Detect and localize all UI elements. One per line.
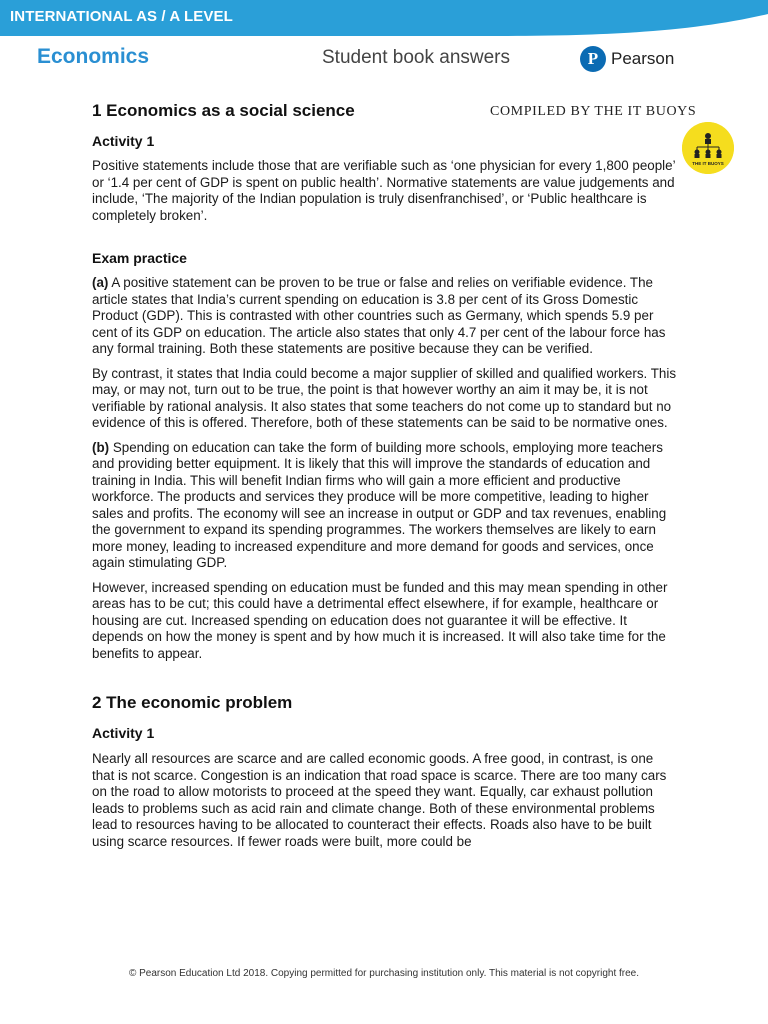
header-banner	[0, 0, 768, 36]
exam-answer-b	[92, 440, 677, 572]
compiled-by-label: COMPILED BY THE IT BUOYS	[490, 104, 697, 119]
pearson-logo-icon: P	[580, 46, 606, 72]
section-1-title: 1 Economics as a social science	[92, 101, 355, 120]
publisher-name: Pearson	[611, 49, 675, 68]
it-buoys-logo-icon	[682, 122, 734, 174]
section-1-activity-heading: Activity 1	[92, 133, 155, 149]
section-2-activity-text: Nearly all resources are scarce and are called economic goods. A free good, in contrast, is one that is not scarce. Congestion is an indication that road space is scarce. There are too many cars on the road to allow motorists to proceed at the speed they want. Equally, car exhaust pollution leads to problems such as acid rain and climate change. Both of these environmental problems lead to resources having to be allocated to counteract their effects. Roads also have to be built using scarce resources. If fewer roads were built, more could be	[92, 751, 667, 849]
book-title: Student book answers	[322, 47, 511, 68]
answer-a-text: A positive statement can be proven to be true or false and relies on verifiable evidence. The article states that India’s current spending on education is 3.8 per cent of its Gross Domestic Product (GDP). This is contrasted with other countries such as Germany, which spends 5.9 per cent of its GDP on education. The article also states that only 4.7 per cent of the labour force has any formal training. Both these statements are positive because they can be verified.	[92, 275, 666, 356]
exam-answer-a	[92, 275, 677, 358]
footer-copyright: © Pearson Education Ltd 2018. Copying permitted for purchasing institution only. This material is not copyright free.	[128, 968, 640, 979]
section-1-activity-text: Positive statements include those that are verifiable such as ‘one physician for every 1,800 people’ or ‘1.4 per cent of GDP is spent on public health’. Normative statements are value judgements and include, ‘The majority of the Indian population is truly disenfranchised’, or ‘Public healthcare is completely broken’.	[92, 158, 676, 223]
exam-answer-a-continued: By contrast, it states that India could become a major supplier of skilled and qualified workers. This may, or may not, turn out to be true, the point is that however worthy an aim it may be, it is not verifiable by rational analysis. It also states that some teachers do not come up to standard but no evidence of this is offered. Therefore, both of these statements can be said to be normative ones.	[92, 365, 677, 430]
page-content	[92, 100, 677, 850]
answer-b-text: Spending on education can take the form of building more schools, employing more teachers and providing better equipment. It is likely that this will improve the standards of education and training in India. This will benefit Indian firms who will gain a more efficient and productive workforce. The products and services they produce will be more competitive, leading to higher sales and profits. The economy will see an increase in output or GDP and tax revenues, enabling the government to expand its spending programmes. The workers themselves are likely to earn more money, leading to increased expenditure and more demand for goods and services, once again stimulating GDP.	[92, 439, 667, 570]
answer-b-label: (b)	[92, 439, 110, 455]
level-label: INTERNATIONAL AS / A LEVEL	[10, 8, 233, 25]
pearson-brand	[580, 46, 674, 72]
exam-answer-b-continued: However, increased spending on education must be funded and this may mean spending in other areas has to be cut; this could have a detrimental effect elsewhere, if for example, healthcare or housing are cut. Increased spending on education does not guarantee it will be effective. It depends on how the money is spent and by how much it is increased. It will also take time for the benefits to appear.	[92, 579, 668, 661]
section-2-title: 2 The economic problem	[92, 693, 293, 712]
section-2-activity-heading: Activity 1	[92, 725, 155, 741]
it-buoys-logo-text: THE IT BUOYS	[692, 161, 724, 166]
subject-title: Economics	[37, 45, 150, 68]
answer-a-label: (a)	[92, 275, 109, 290]
exam-practice-heading: Exam practice	[92, 250, 187, 266]
